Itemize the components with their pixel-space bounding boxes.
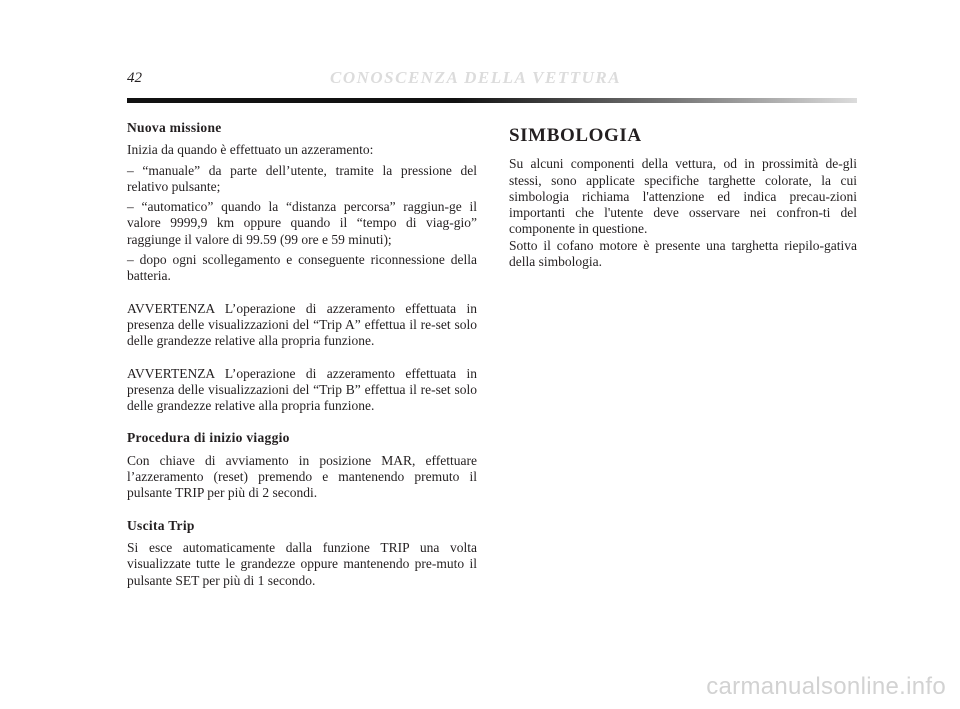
- paragraph: Con chiave di avviamento in posizione MAR, effettuare l’azzeramento (reset) premendo e mantenendo premuto il pulsante TRIP per più di 2 secondi.: [127, 452, 477, 501]
- header-rule: [127, 98, 857, 103]
- left-column: [127, 120, 477, 593]
- warning-paragraph: AVVERTENZA L’operazione di azzeramento effettuata in presenza delle visualizzazioni del “Trip B” effettua il re-set solo delle grandezze relative alla propria funzione.: [127, 365, 477, 414]
- paragraph: – “automatico” quando la “distanza percorsa” raggiun-ge il valore 9999,9 km oppure quando il “tempo di viag-gio” raggiunge il valore di 99.59 (99 ore e 59 minuti);: [127, 199, 477, 247]
- section-title: CONOSCENZA DELLA VETTURA: [330, 68, 622, 87]
- paragraph: – “manuale” da parte dell’utente, tramite la pressione del relativo pulsante;: [127, 162, 477, 194]
- paragraph: – dopo ogni scollegamento e conseguente riconnessione della batteria.: [127, 252, 477, 284]
- page-number: 42: [127, 70, 142, 86]
- subheading-uscita-trip: Uscita Trip: [127, 517, 195, 533]
- subheading-nuova-missione: Nuova missione: [127, 120, 222, 135]
- watermark: carmanualsonline.info: [706, 673, 946, 700]
- right-column: [509, 120, 857, 274]
- paragraph: Sotto il cofano motore è presente una targhetta riepilo-gativa della simbologia.: [509, 237, 857, 270]
- subheading-procedura: Procedura di inizio viaggio: [127, 430, 290, 446]
- heading-simbologia: SIMBOLOGIA: [509, 125, 642, 146]
- paragraph: Si esce automaticamente dalla funzione TRIP una volta visualizzate tutte le grandezze oppure mantenendo pre-muto il pulsante SET per più di 1 secondo.: [127, 539, 477, 588]
- warning-paragraph: AVVERTENZA L’operazione di azzeramento effettuata in presenza delle visualizzazioni del “Trip A” effettua il re-set solo delle grandezze relative alla propria funzione.: [127, 300, 477, 349]
- paragraph: Su alcuni componenti della vettura, od in prossimità de-gli stessi, sono applicate specifiche targhette colorate, la cui simbologia richiama l'attenzione ed indica precau-zioni importanti che l'utente deve osservare nei confron-ti del componente in questione.: [509, 156, 857, 237]
- paragraph: Inizia da quando è effettuato un azzeramento:: [127, 142, 374, 158]
